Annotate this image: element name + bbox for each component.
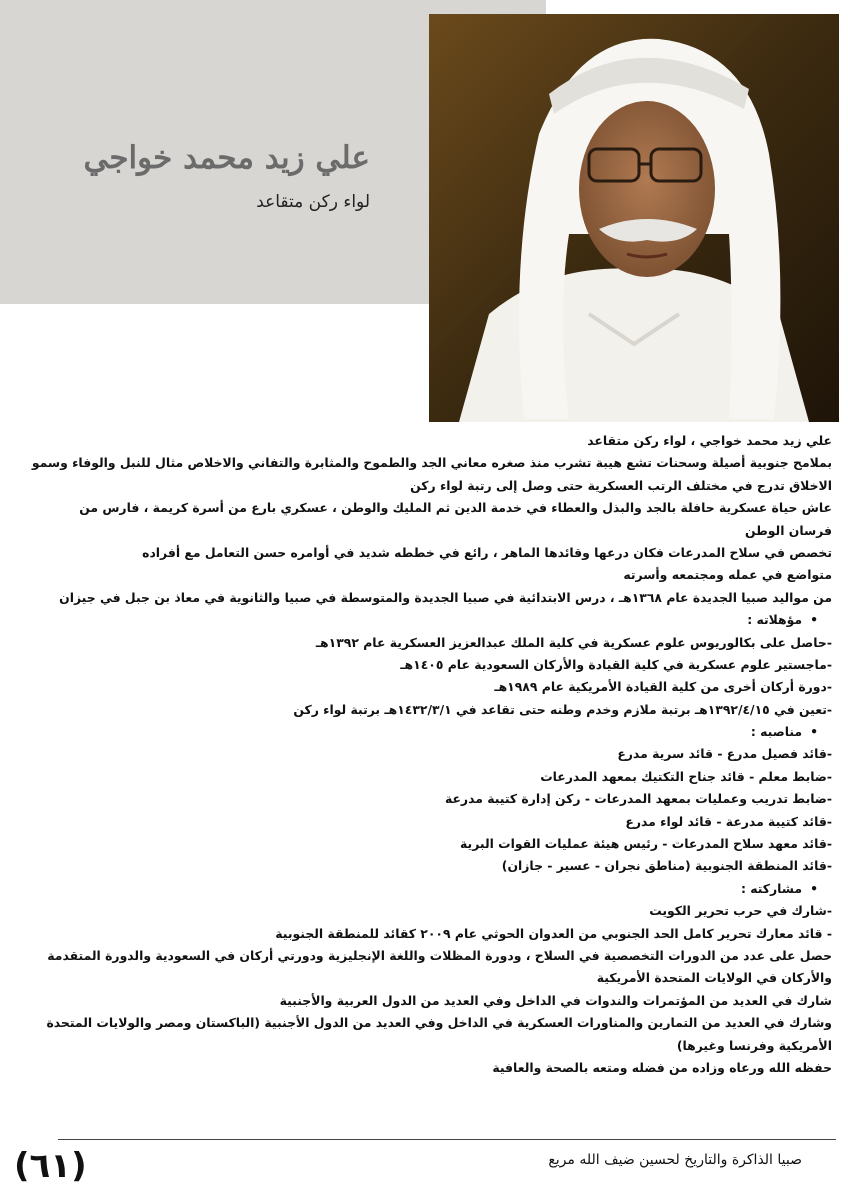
participations-heading: • مشاركته : bbox=[14, 878, 832, 900]
qualifications-heading: • مؤهلاته : bbox=[14, 609, 832, 631]
bio-line: -شارك في حرب تحرير الكويت bbox=[649, 903, 832, 919]
bio-line: والأركان في الولايات المتحدة الأمريكية bbox=[596, 970, 832, 986]
bio-line: الأمريكية وفرنسا وغيرها) bbox=[676, 1037, 832, 1053]
bio-line: -تعين في ١٣٩٢/٤/١٥هـ برتبة ملازم وخدم وطنه حتى تقاعد في ١٤٣٢/٣/١هـ برتبة لواء ركن bbox=[293, 701, 832, 717]
bio-line: عاش حياة عسكرية حافلة بالجد والبذل والعطاء في خدمة الدين ثم المليك والوطن ، عسكري بارع من أسرة كريمة ، فارس من bbox=[79, 500, 832, 516]
bio-line: وشارك في العديد من التمارين والمناورات العسكرية في الداخل وفي العديد من الدول الأجنبية (الباكستان ومصر والولايات المتحدة bbox=[46, 1015, 832, 1031]
bio-line: متواضع في عمله ومجتمعه وأسرته bbox=[623, 567, 832, 583]
bio-line: -قائد معهد سلاح المدرعات - رئيس هيئة عمليات القوات البرية bbox=[460, 836, 832, 852]
bio-line: شارك في العديد من المؤتمرات والندوات في الداخل وفي العديد من الدول العربية والأجنبية bbox=[279, 992, 832, 1008]
bio-line: -قائد المنطقة الجنوبية (مناطق نجران - عسير - جازان) bbox=[501, 858, 832, 874]
biography-text bbox=[14, 430, 832, 1079]
bio-line: حصل على عدد من الدورات التخصصية في السلاح ، ودورة المظلات واللغة الإنجليزية ودورتي أركان في السعودية والدورة المتقدمة bbox=[47, 947, 832, 963]
bio-line: حفظه الله ورعاه وزاده من فضله ومتعه بالصحة والعافية bbox=[492, 1059, 832, 1075]
bio-line: -ضابط تدريب وعمليات بمعهد المدرعات - ركن إدارة كتيبة مدرعة bbox=[444, 791, 832, 807]
bio-line: -قائد كتيبة مدرعة - قائد لواء مدرع bbox=[625, 813, 832, 829]
bio-line: -قائد فصيل مدرع - قائد سرية مدرع bbox=[617, 746, 832, 762]
bio-line: -ضابط معلم - قائد جناح التكتيك بمعهد المدرعات bbox=[540, 768, 832, 784]
footer-source: صبيا الذاكرة والتاريخ لحسين ضيف الله مريع bbox=[548, 1152, 802, 1168]
bio-line: - قائد معارك تحرير كامل الحد الجنوبي من العدوان الحوثي عام ٢٠٠٩ كقائد للمنطقة الجنوبية bbox=[275, 925, 832, 941]
bio-line: -ماجستير علوم عسكرية في كلية القيادة والأركان السعودية عام ١٤٠٥هـ bbox=[400, 656, 832, 672]
person-rank-subtitle: لواء ركن متقاعد bbox=[256, 192, 370, 212]
bio-line: علي زيد محمد خواجي ، لواء ركن متقاعد bbox=[587, 433, 832, 448]
bio-line: تخصص في سلاح المدرعات فكان درعها وقائدها الماهر ، رائع في خططه شديد في أوامره حسن التعامل مع أفراده bbox=[142, 544, 832, 560]
page-number: (٦١) bbox=[14, 1146, 87, 1186]
bio-line: الاخلاق تدرج في مختلف الرتب العسكرية حتى وصل إلى رتبة لواء ركن bbox=[410, 477, 832, 493]
bio-line: -حاصل على بكالوريوس علوم عسكرية في كلية الملك عبدالعزيز العسكرية عام ١٣٩٢هـ bbox=[315, 634, 832, 650]
bio-line: بملامح جنوبية أصيلة وسحنات تشع هيبة تشرب منذ صغره معاني الجد والطموح والمثابرة والتفاني والاخلاص مثال للنبل والوفاء وسمو bbox=[31, 455, 832, 471]
positions-heading: • مناصبه : bbox=[14, 721, 832, 743]
bio-line: -دورة أركان أخرى من كلية القيادة الأمريكية عام ١٩٨٩هـ bbox=[494, 679, 832, 695]
bio-line: فرسان الوطن bbox=[744, 522, 832, 538]
portrait-photo bbox=[429, 14, 839, 422]
person-name-title: علي زيد محمد خواجي bbox=[83, 140, 370, 176]
footer-divider bbox=[58, 1139, 836, 1140]
bio-line: من مواليد صبيا الجديدة عام ١٣٦٨هـ ، درس الابتدائية في صبيا الجديدة والمتوسطة في صبيا والثانوية في معاذ بن جبل في جيزان bbox=[59, 589, 832, 605]
